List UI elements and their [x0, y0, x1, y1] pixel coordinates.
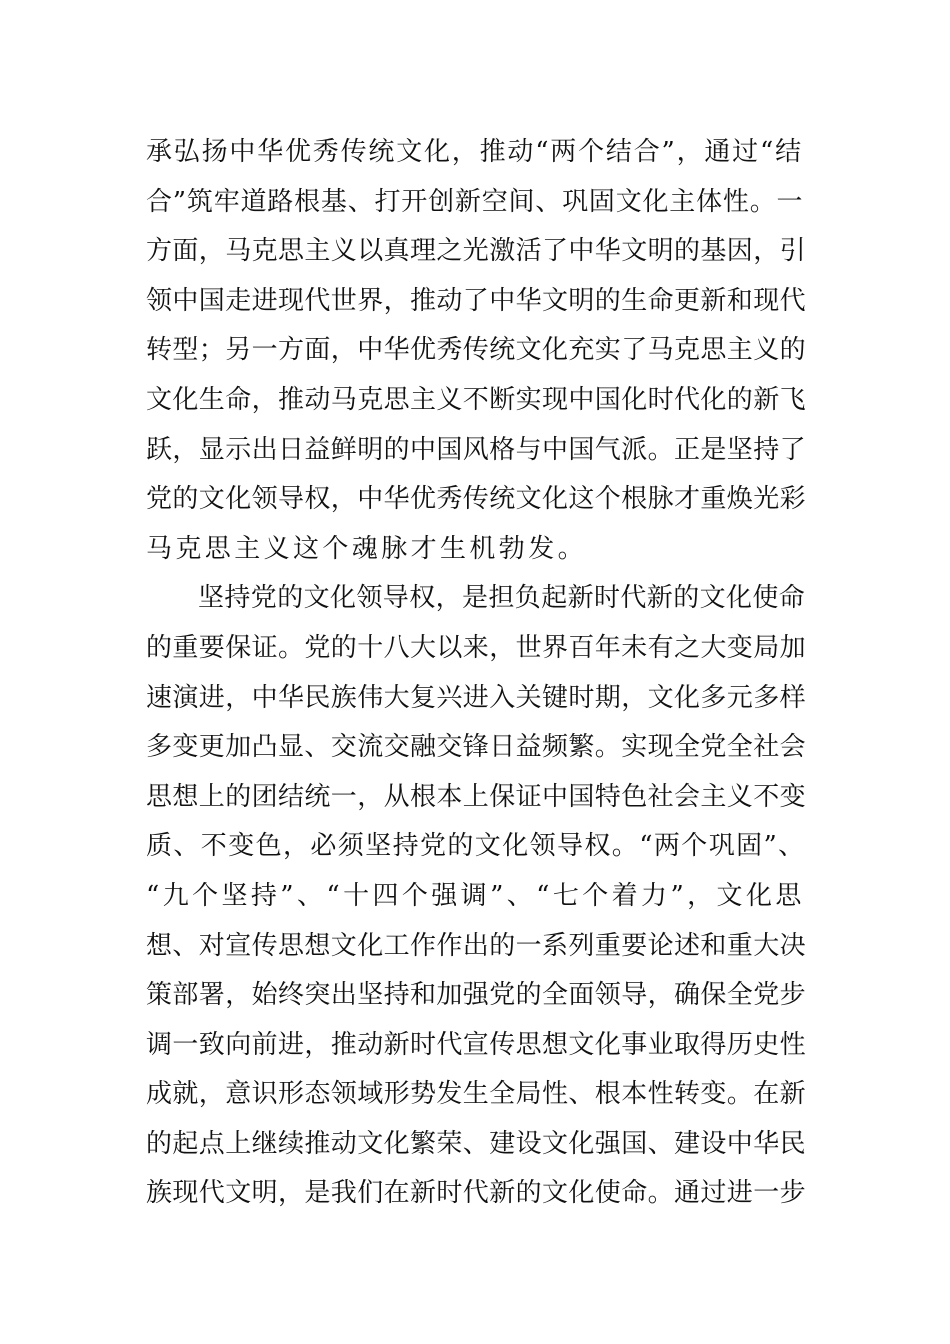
paragraph-2: [146, 574, 806, 1219]
text-line: 质、不变色，必须坚持党的文化领导权。“两个巩固”、: [146, 831, 806, 862]
text-line: 文化生命，推动马克思主义不断实现中国化时代化的新飞: [146, 384, 807, 415]
text-line: 多变更加凸显、交流交融交锋日益频繁。实现全党全社会: [146, 732, 807, 763]
text-line-first: 坚持党的文化领导权，是担负起新时代新的文化使命: [198, 583, 806, 614]
text-line: 调一致向前进，推动新时代宣传思想文化事业取得历史性: [146, 1029, 807, 1060]
text-line: 党的文化领导权，中华优秀传统文化这个根脉才重焕光彩: [146, 484, 807, 515]
text-line: 速演进，中华民族伟大复兴进入关键时期，文化多元多样: [146, 682, 807, 713]
text-line: 成就，意识形态领域形势发生全局性、根本性转变。在新: [146, 1079, 807, 1110]
text-line: 跃，显示出日益鲜明的中国风格与中国气派。正是坚持了: [146, 434, 807, 465]
text-line: 领中国走进现代世界，推动了中华文明的生命更新和现代: [146, 285, 807, 316]
body-text: [146, 128, 806, 1219]
text-line: 族现代文明，是我们在新时代新的文化使命。通过进一步: [146, 1178, 807, 1209]
text-line: 思想上的团结统一，从根本上保证中国特色社会主义不变: [146, 781, 807, 812]
text-line: 方面，马克思主义以真理之光激活了中华文明的基因，引: [146, 236, 807, 267]
text-line: 的起点上继续推动文化繁荣、建设文化强国、建设中华民: [146, 1128, 807, 1159]
text-line: 马克思主义这个魂脉才生机勃发。: [146, 533, 588, 564]
text-line: 的重要保证。党的十八大以来，世界百年未有之大变局加: [146, 632, 807, 663]
text-line: 承弘扬中华优秀传统文化，推动“两个结合”，通过“结: [146, 137, 803, 167]
text-line: 策部署，始终突出坚持和加强党的全面领导，确保全党步: [146, 980, 807, 1011]
text-line: “九个坚持”、“十四个强调”、“七个着力”，文化思: [146, 880, 805, 911]
text-line: 合”筑牢道路根基、打开创新空间、巩固文化主体性。一: [146, 186, 804, 217]
text-line: 想、对宣传思想文化工作作出的一系列重要论述和重大决: [146, 930, 807, 961]
paragraph-1: [146, 128, 806, 574]
text-line: 转型；另一方面，中华优秀传统文化充实了马克思主义的: [146, 335, 807, 366]
